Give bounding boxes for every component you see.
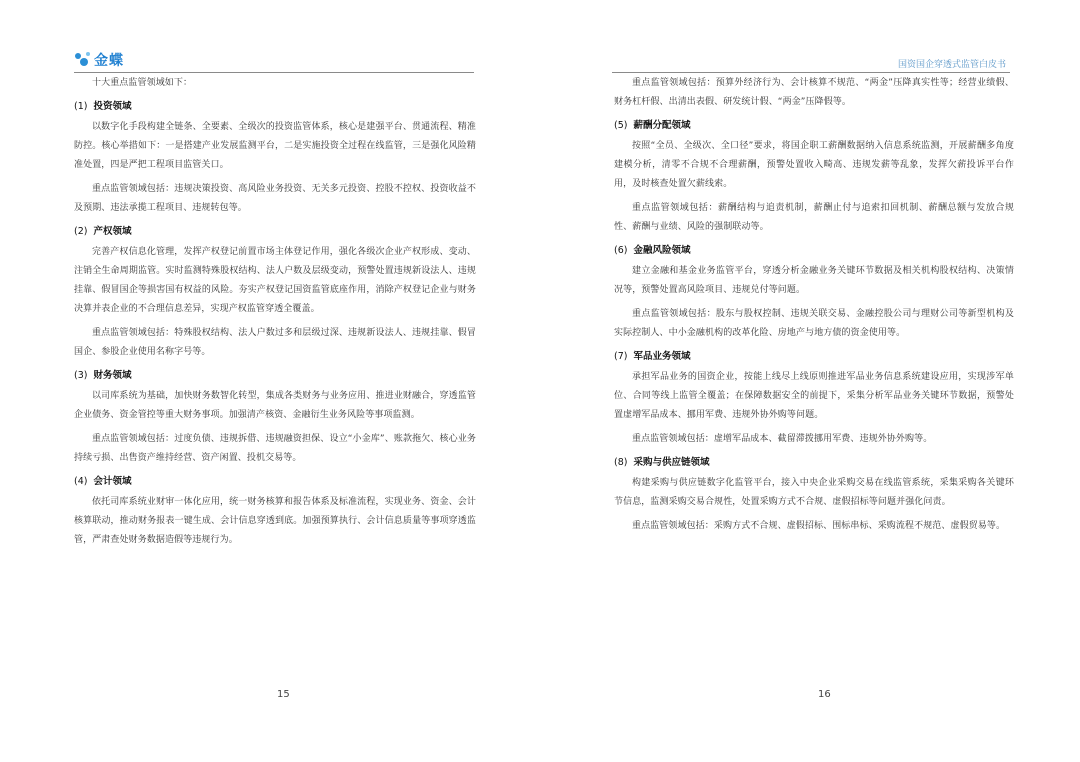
section-title: 财务领域 [93, 370, 132, 381]
paragraph: 重点监管领域包括：特殊股权结构、法人户数过多和层级过深、违规新设法人、违规挂靠、假冒国企、参股企业使用名称字号等。 [74, 328, 476, 357]
section-heading [74, 97, 476, 116]
section-number: (1) [74, 101, 88, 112]
section-title: 金融风险领域 [633, 245, 691, 256]
section-title: 产权领域 [93, 226, 132, 237]
section-title: 军品业务领域 [633, 351, 691, 362]
paragraph: 构建采购与供应链数字化监管平台，接入中央企业采购交易在线监管系统，采集采购各关键环节信息，监测采购交易合规性，处置采购方式不合规、虚假招标等问题并强化问责。 [614, 478, 1014, 507]
section-heading [74, 472, 476, 491]
header-rule [612, 72, 1010, 73]
paragraph: 重点监管领域包括：过度负债、违规拆借、违规融资担保、设立“小金库”、账款拖欠、核心业务持续亏损、出售资产维持经营、资产闲置、投机交易等。 [74, 434, 476, 463]
paragraph: 以司库系统为基础，加快财务数智化转型，集成各类财务与业务应用、推进业财融合，穿透监管企业债务、资金管控等重大财务事项。加强清产核资、金融衍生业务风险等事项监测。 [74, 391, 476, 420]
left-page-content [74, 74, 476, 550]
paragraph: 完善产权信息化管理，发挥产权登记前置市场主体登记作用，强化各级次企业产权形成、变动、注销全生命周期监管。实时监测特殊股权结构、法人户数及层级变动，预警处置违规新设法人、违规挂靠、假冒国企等损害国有权益的风险。夯实产权登记国资监管底座作用，消除产权登记企业与财务决算并表企业的不合理信息差异，实现产权监管穿透全覆盖。 [74, 247, 476, 314]
kingdee-logo-icon [74, 51, 92, 69]
paragraph: 重点监管领域包括：薪酬结构与追责机制，薪酬止付与追索扣回机制、薪酬总额与发放合规性、薪酬与业绩、风险的强制联动等。 [614, 203, 1014, 232]
section-number: (6) [614, 245, 628, 256]
section-number: (2) [74, 226, 88, 237]
section-heading [74, 222, 476, 241]
section-number: (7) [614, 351, 628, 362]
section-heading [614, 347, 1014, 366]
section-number: (4) [74, 476, 88, 487]
right-page [540, 0, 1080, 762]
paragraph: 重点监管领域包括：违规决策投资、高风险业务投资、无关多元投资、控股不控权、投资收益不及预期、违法承揽工程项目、违规转包等。 [74, 184, 476, 213]
right-page-content [614, 74, 1014, 536]
section-title: 投资领域 [93, 101, 132, 112]
running-header-title: 国资国企穿透式监管白皮书 [897, 60, 1006, 70]
section-number: (8) [614, 457, 628, 468]
paragraph: 按照“全员、全级次、全口径”要求，将国企职工薪酬数据纳入信息系统监测，开展薪酬多角度建模分析，清零不合规不合理薪酬，预警处置收入畸高、违规发薪等乱象，发挥欠薪投诉平台作用，及时核查处置欠薪线索。 [614, 141, 1014, 189]
paragraph: 以数字化手段构建全链条、全要素、全级次的投资监管体系，核心是建强平台、贯通流程、精准防控。核心举措如下：一是搭建产业发展监测平台，二是实施投资全过程在线监管，三是强化风险精准处置，四是严把工程项目监管关口。 [74, 122, 476, 170]
section-title: 会计领域 [93, 476, 132, 487]
paragraph: 重点监管领域包括：预算外经济行为、会计核算不规范、“两金”压降真实性等；经营业绩假、财务杠杆假、出清出表假、研发统计假、“两金”压降假等。 [614, 78, 1014, 107]
section-number: (3) [74, 370, 88, 381]
paragraph: 重点监管领域包括：股东与股权控制、违规关联交易、金融控股公司与理财公司等新型机构及实际控制人、中小金融机构的改革化险、房地产与地方债的资金使用等。 [614, 309, 1014, 338]
section-heading [614, 116, 1014, 135]
page-number: 16 [818, 689, 831, 700]
section-heading [614, 241, 1014, 260]
section-title: 薪酬分配领域 [633, 120, 691, 131]
paragraph: 承担军品业务的国资企业，按能上线尽上线原则推进军品业务信息系统建设应用，实现涉军单位、合同等线上监管全覆盖；在保障数据安全的前提下，采集分析军品业务关键环节数据，预警处置虚增军品成本、挪用军费、违规外协外购等问题。 [614, 372, 1014, 420]
paragraph: 依托司库系统业财审一体化应用，统一财务核算和报告体系及标准流程，实现业务、资金、会计核算联动，推动财务报表一键生成、会计信息穿透到底。加强预算执行、会计信息质量等事项穿透监管，严肃查处财务数据造假等违规行为。 [74, 497, 476, 545]
section-title: 采购与供应链领域 [633, 457, 710, 468]
intro-text: 十大重点监管领域如下： [92, 78, 193, 88]
paragraph: 重点监管领域包括：虚增军品成本、截留滞拨挪用军费、违规外协外购等。 [632, 434, 933, 444]
header-rule [74, 72, 474, 73]
logo-text: 金蝶 [94, 53, 124, 69]
paragraph: 建立金融和基金业务监管平台，穿透分析金融业务关键环节数据及相关机构股权结构、决策情况等，预警处置高风险项目、违规兑付等问题。 [614, 266, 1014, 295]
page-number: 15 [277, 689, 290, 700]
paragraph: 重点监管领域包括：采购方式不合规、虚假招标、围标串标、采购流程不规范、虚假贸易等。 [632, 521, 1006, 531]
kingdee-logo [74, 50, 124, 70]
section-heading [614, 453, 1014, 472]
section-number: (5) [614, 120, 628, 131]
section-heading [74, 366, 476, 385]
